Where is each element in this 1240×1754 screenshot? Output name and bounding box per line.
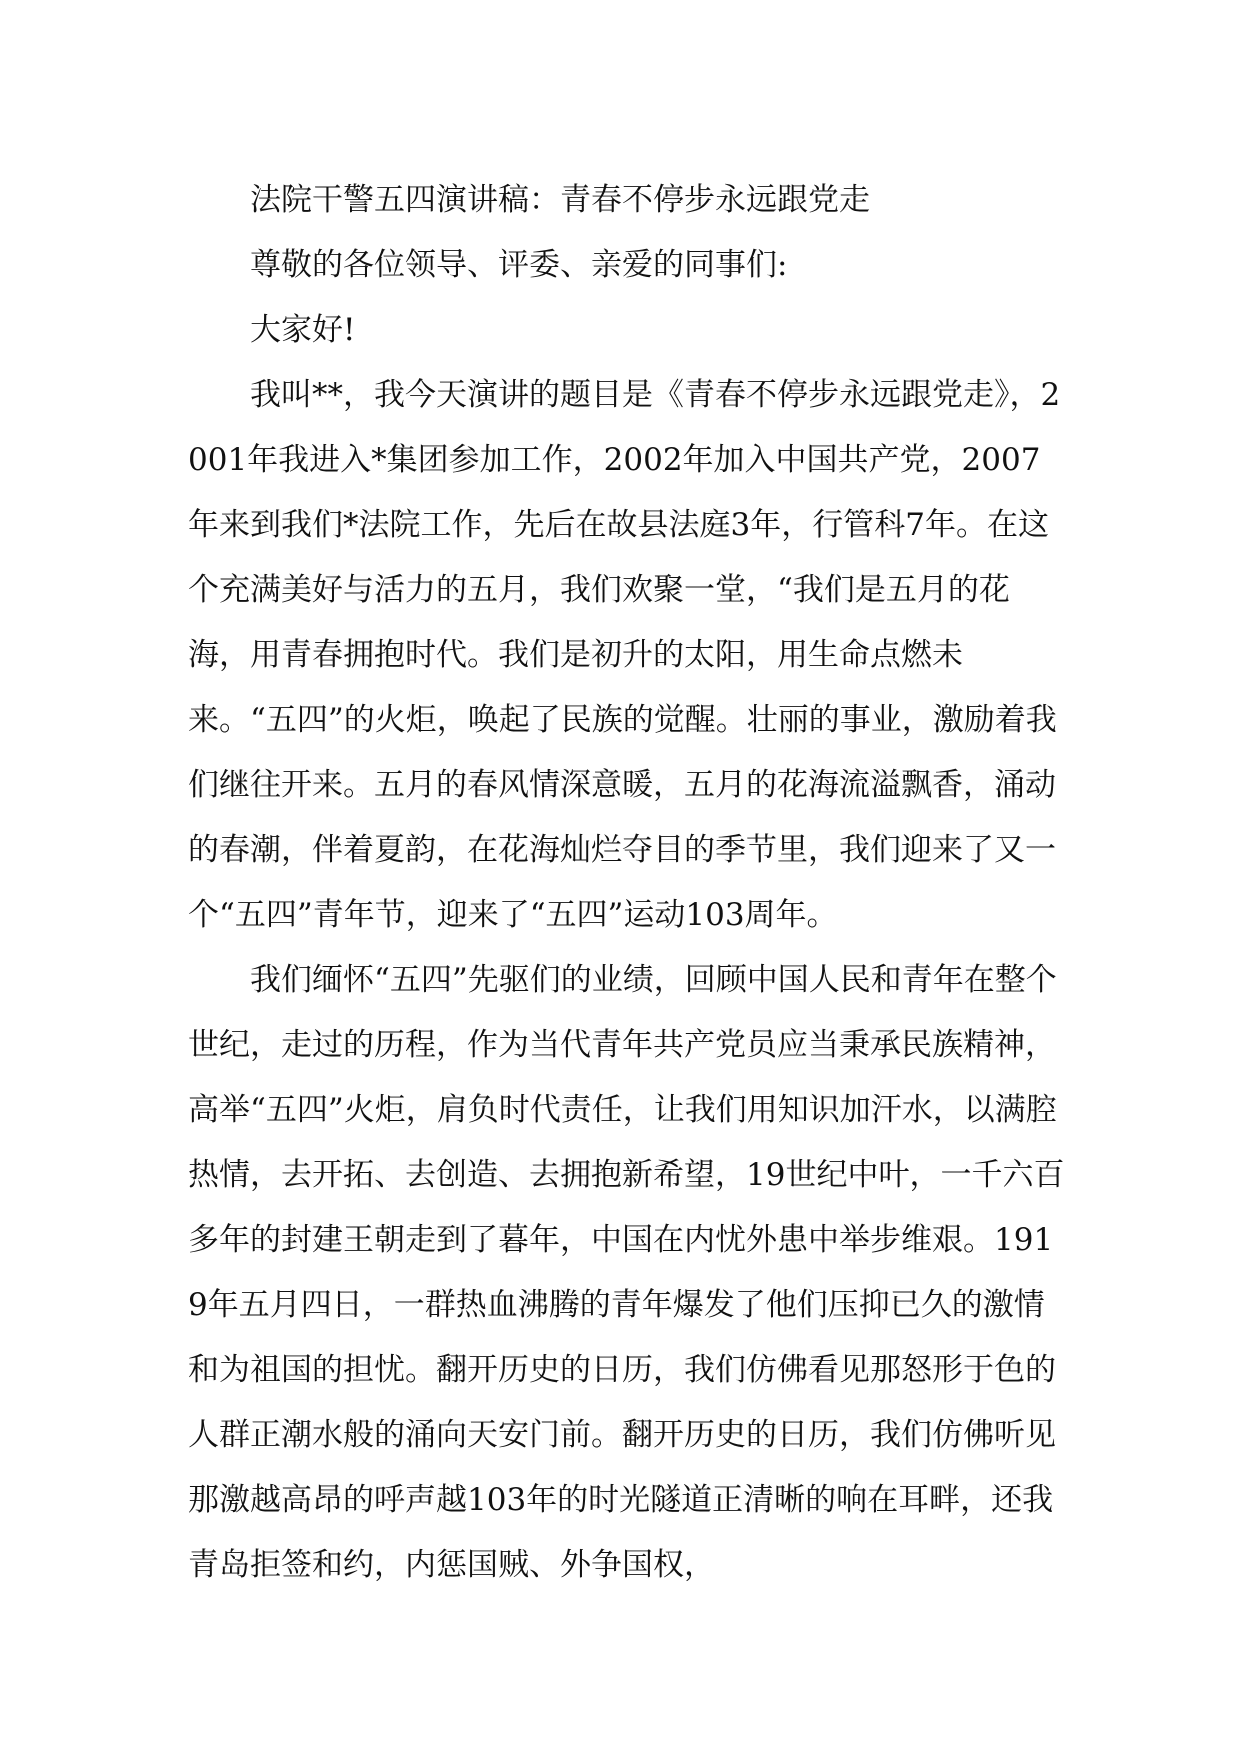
salutation: 尊敬的各位领导、评委、亲爱的同事们: [250,247,788,283]
greeting: 大家好! [250,312,356,348]
body-paragraph-intro: 我叫**，我今天演讲的题目是《青春不停步永远跟党走》，2001年我进入*集团参加工作，2002年加入中国共产党，2007年来到我们*法院工作，先后在故县法庭3年，行管科7年。在这个充满美好与活力的五月，我们欢聚一堂，“我们是五月的花海，用青春拥抱时代。我们是初升的太阳，用生命点燃未来。“五四”的火炬，唤起了民族的觉醒。壮丽的事业，激励着我们继往开来。五月的春风情深意暖，五月的花海流溢飘香，涌动的春潮，伴着夏韵，在花海灿烂夺目的季节里，我们迎来了又一个“五四”青年节，迎来了“五四”运动103周年。 [188,377,1061,933]
document-title: 法院干警五四演讲稿：青春不停步永远跟党走 [250,182,870,218]
document-body [188,168,1068,1598]
body-paragraph-history: 我们缅怀“五四”先驱们的业绩，回顾中国人民和青年在整个世纪，走过的历程，作为当代青年共产党员应当秉承民族精神，高举“五四”火炬，肩负时代责任，让我们用知识加汗水，以满腔热情，去开拓、去创造、去拥抱新希望，19世纪中叶，一千六百多年的封建王朝走到了暮年，中国在内忧外患中举步维艰。1919年五月四日，一群热血沸腾的青年爆发了他们压抑已久的激情和为祖国的担忧。翻开历史的日历，我们仿佛看见那怒形于色的人群正潮水般的涌向天安门前。翻开历史的日历，我们仿佛听见那激越高昂的呼声越103年的时光隧道正清晰的响在耳畔，还我青岛拒签和约，内惩国贼、外争国权， [188,962,1065,1583]
